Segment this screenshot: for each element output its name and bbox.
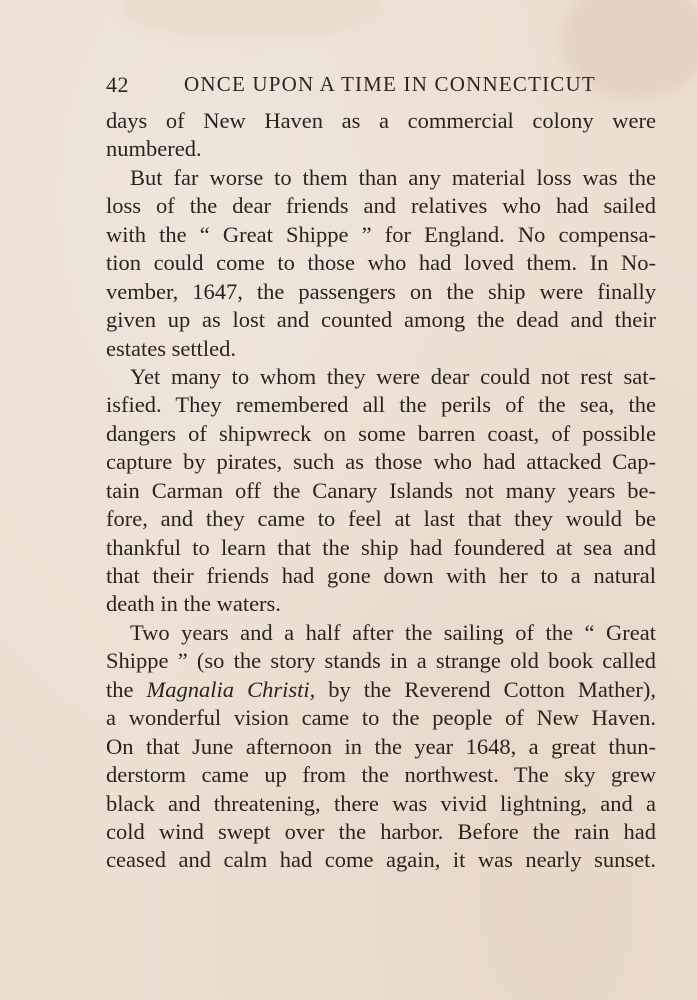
text-line: dangers of shipwreck on some barren coast, of possible [106,420,656,446]
body-text [106,107,656,875]
text-line: that their friends had gone down with her to a natural [106,563,656,588]
text-line: derstorm came up from the northwest. The sky grew [106,762,656,788]
text-line: with the “ Great Shippe ” for England. No compensa- [106,221,656,247]
text-line: cold wind swept over the harbor. Before the rain had [106,818,656,844]
text-line: days of New Haven as a commercial colony were [106,108,656,133]
page-number: 42 [106,72,129,97]
text-line: Two years and a half after the sailing of the “ Great [130,619,656,645]
text-line: death in the waters. [106,591,281,617]
text-line: isfied. They remembered all the perils of the sea, the [106,392,656,418]
text-line-with-title [106,676,656,704]
text-line: black and threatening, there was vivid lightning, and a [106,790,656,816]
text-line: Yet many to whom they were dear could not rest sat- [130,363,656,389]
running-title: ONCE UPON A TIME IN CONNECTICUT [184,72,596,96]
text-line: vember, 1647, the passengers on the ship were finally [106,278,656,304]
text-fragment: by the Reverend Cotton Mather), [315,676,656,702]
text-line: capture by pirates, such as those who had attacked Cap- [106,449,656,475]
text-line: But far worse to them than any material loss was the [130,164,656,190]
paper-stain [120,0,380,40]
text-line: ceased and calm had come again, it was nearly sunset. [106,847,656,873]
text-line: numbered. [106,136,202,162]
book-title-italic: Magnalia Christi, [146,676,316,702]
text-line: tain Carman off the Canary Islands not many years be- [106,477,656,503]
text-line: given up as lost and counted among the dead and their [106,307,656,333]
text-line: a wonderful vision came to the people of New Haven. [106,705,656,731]
text-line: fore, and they came to feel at last that they would be [106,506,656,532]
text-line: tion could come to those who had loved them. In No- [106,250,656,276]
text-line: thankful to learn that the ship had foundered at sea and [106,534,656,560]
page-header [106,72,656,102]
text-fragment: the [106,676,147,702]
text-line: estates settled. [106,335,236,361]
text-line: On that June afternoon in the year 1648, a great thun- [106,733,656,759]
text-line: loss of the dear friends and relatives who had sailed [106,193,656,219]
text-line: Shippe ” (so the story stands in a strange old book called [106,648,656,674]
